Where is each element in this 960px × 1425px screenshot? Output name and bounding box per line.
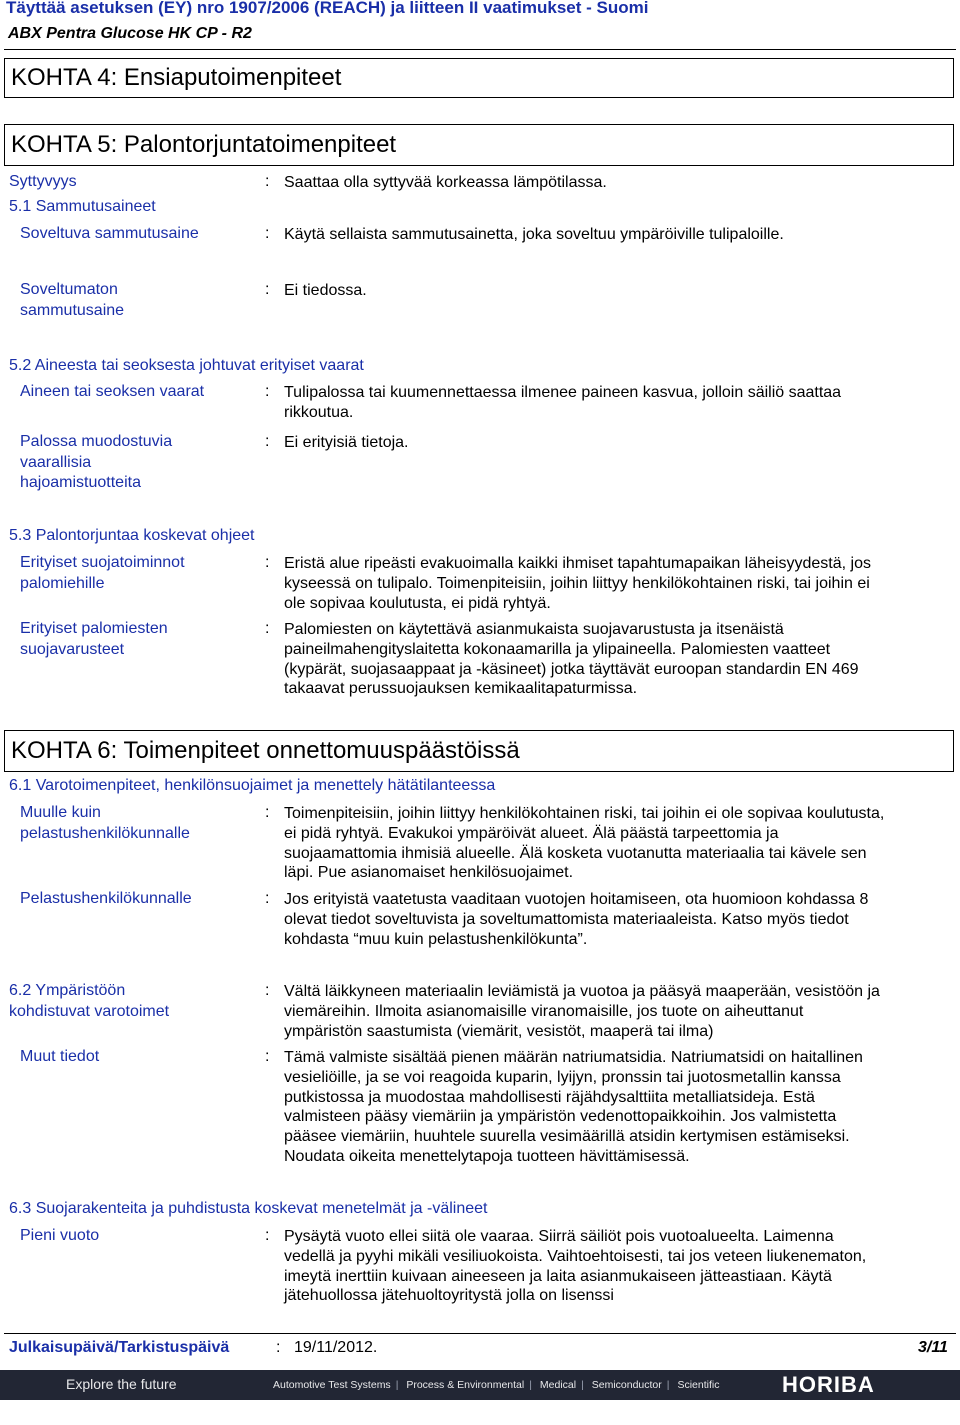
colon: : [265, 890, 270, 907]
value-line: Tämä valmiste sisältää pienen määrän natriumatsidia. Natriumatsidi on haitallinen [284, 1049, 863, 1066]
hazards-label: Aineen tai seoksen vaarat [20, 383, 205, 400]
label-line: kohdistuvat varotoimet [9, 1002, 170, 1020]
value-line: Palomiesten on käytettävä asianmukaista suojavarustusta ja itsenäistä [284, 621, 784, 638]
section-4-box [4, 58, 954, 98]
value-line: olevat tiedot soveltuvista ja soveltumattomista materiaaleista. Katso myös tiedot [284, 910, 849, 928]
label-line: Soveltumaton [20, 281, 118, 298]
colon: : [265, 225, 270, 242]
colon: : [265, 383, 270, 400]
colon: : [265, 1048, 270, 1065]
unsuitable-media-label [20, 280, 124, 321]
special-actions-value [284, 554, 949, 613]
value-line: (kypärät, suojasaappaat ja -käsineet) jotka täyttävät euroopan standardin EN 469 [284, 660, 859, 678]
value-line: Pysäytä vuoto ellei siitä ole vaaraa. Siirrä säiliöt pois vuotoalueelta. Laimenna [284, 1228, 834, 1245]
value-line: imeytä inerttiin kuivaan aineeseen ja laita asianmukaiseen jätteastiaan. Käytä [284, 1267, 832, 1285]
special-equipment-value [284, 620, 949, 699]
value-line: Tulipalossa tai kuumennettaessa ilmenee paineen kasvua, jolloin säiliö saattaa [284, 384, 842, 401]
document-header-title: Täyttää asetuksen (EY) nro 1907/2006 (REACH) ja liitteen II vaatimukset - Suomi [6, 0, 649, 17]
emergency-label: Pelastushenkilökunnalle [20, 890, 192, 907]
label-line: sammutusaine [20, 301, 125, 319]
value-line: viemäreihin. Ilmoita asianomaisille viranomaisille, jos tuote on aiheuttanut [284, 1002, 804, 1020]
product-name: ABX Pentra Glucose HK CP - R2 [8, 25, 252, 42]
colon: : [265, 554, 270, 571]
value-line: läpi. Pue asianomaiset henkilösuojaimet. [284, 864, 574, 882]
subsection-5-3: 5.3 Palontorjuntaa koskevat ohjeet [9, 527, 255, 544]
issue-date-value: 19/11/2012. [294, 1339, 378, 1356]
special-actions-label [20, 553, 185, 594]
value-line: Toimenpiteisiin, joihin liittyy henkilökohtainen riski, tai joihin ei ole sopivaa koulutusta, [284, 805, 885, 822]
colon: : [265, 1227, 270, 1244]
page-number: 3/11 [918, 1339, 948, 1356]
colon: : [265, 173, 270, 190]
section-6-title: KOHTA 6: Toimenpiteet onnettomuuspäästöissä [11, 737, 520, 764]
subsection-6-1: 6.1 Varotoimenpiteet, henkilönsuojaimet ja menettely hätätilanteessa [9, 777, 496, 794]
value-line: Vältä läikkyneen materiaalin leviämistä ja vuotoa ja pääsyä maaperään, vesistöön ja [284, 983, 880, 1000]
colon: : [276, 1339, 281, 1356]
label-line: palomiehille [20, 574, 105, 592]
section-4-title: KOHTA 4: Ensiaputoimenpiteet [11, 64, 342, 91]
value-line: Jos erityistä vaatetusta vaaditaan vuotojen hoitamiseen, ota huomioon kohdassa 8 [284, 891, 869, 908]
link-scientific[interactable]: Scientific [677, 1379, 720, 1391]
division-links: Automotive Test Systems | Process & Environmental | Medical | Semiconductor | Scientific [273, 1379, 720, 1391]
value-line: vedellä ja pyyhi mikäli vesiliuokoista. Vaihtoehtoisesti, tai jos veteen liukenematon, [284, 1247, 867, 1265]
environmental-value [284, 982, 949, 1041]
decomposition-label [20, 432, 172, 494]
label-line: Erityiset suojatoiminnot [20, 554, 185, 571]
label-line: suojavarusteet [20, 640, 125, 658]
link-process[interactable]: Process & Environmental [406, 1379, 525, 1391]
value-line: suojaamattomia ihmisiä alueelle. Älä kosketa vuotanutta materiaalia tai kävele sen [284, 844, 867, 862]
environmental-label [9, 981, 169, 1022]
horiba-logo: HORIBA [782, 1372, 875, 1397]
value-line: paineilmahengityslaitetta kokonaamarilla ja ylipaineella. Palomiesten vaatteet [284, 640, 831, 658]
colon: : [265, 433, 270, 450]
other-info-value [284, 1048, 949, 1167]
hazards-value [284, 383, 949, 423]
footer-divider [4, 1333, 956, 1334]
non-emergency-label [20, 803, 190, 844]
value-line: rikkoutua. [284, 403, 354, 421]
section-6-box [4, 730, 954, 772]
value-line: ei pidä ryhtyä. Evakukoi ympäröivät alueet. Älä päästä tarpeettomia ja [284, 824, 779, 842]
emergency-value [284, 890, 949, 949]
value-line: takaavat perussuojauksen kemikaalitapaturmissa. [284, 680, 638, 698]
value-line: ympäristön saastumista (viemärit, vesistöt, maaperä tai ilma) [284, 1022, 714, 1040]
value-line: Noudata oikeita menettelytapoja tuotteen hävittämisessä. [284, 1147, 690, 1165]
subsection-5-1: 5.1 Sammutusaineet [9, 198, 156, 215]
link-medical[interactable]: Medical [539, 1379, 577, 1391]
subsection-5-2: 5.2 Aineesta tai seoksesta johtuvat erityiset vaarat [9, 357, 364, 374]
small-spill-label: Pieni vuoto [20, 1227, 100, 1244]
value-line: ole sopivaa koulutusta, ei pidä ryhtyä. [284, 594, 551, 612]
link-semiconductor[interactable]: Semiconductor [591, 1379, 662, 1391]
section-5-title: KOHTA 5: Palontorjuntatoimenpiteet [11, 131, 397, 158]
link-automotive[interactable]: Automotive Test Systems [273, 1379, 391, 1391]
value-line: kyseessä on tulipalo. Toimenpiteisiin, joihin liittyy henkilökohtainen riski, tai joihin ei [284, 574, 870, 592]
suitable-media-value: Käytä sellaista sammutusainetta, joka soveltuu ympäröiville tulipaloille. [284, 226, 784, 243]
label-line: vaarallisia [20, 453, 92, 471]
suitable-media-label: Soveltuva sammutusaine [20, 225, 199, 242]
value-line: pääsee viemäriin, huuhtele suurella vesimäärillä atsidin kertymisen estämiseksi. [284, 1128, 850, 1146]
flammability-value: Saattaa olla syttyvää korkeassa lämpötilassa. [284, 174, 607, 191]
brand-footer-bar [0, 1370, 960, 1400]
tagline: Explore the future [66, 1376, 177, 1392]
flammability-label: Syttyvyys [9, 173, 77, 190]
section-5-box [4, 124, 954, 166]
decomposition-value: Ei erityisiä tietoja. [284, 434, 409, 451]
non-emergency-value [284, 804, 949, 883]
special-equipment-label [20, 619, 168, 660]
header-divider [4, 49, 956, 50]
small-spill-value [284, 1227, 949, 1306]
issue-date-label: Julkaisupäivä/Tarkistuspäivä [9, 1339, 230, 1356]
label-line: 6.2 Ympäristöön [9, 982, 126, 999]
unsuitable-media-value: Ei tiedossa. [284, 282, 367, 299]
value-line: valmisteen pääsy viemäriin ja ympäristön vedenottopaikkoihin. Jos valmistetta [284, 1108, 837, 1126]
label-line: hajoamistuotteita [20, 474, 141, 491]
colon: : [265, 281, 270, 298]
value-line: putkistossa ja muodostaa mahdollisesti räjähdysalttiita metalliatsideja. Estä [284, 1088, 815, 1106]
colon: : [265, 620, 270, 637]
label-line: Muulle kuin [20, 804, 101, 821]
value-line: kohdasta “muu kuin pelastushenkilökunta”. [284, 930, 588, 948]
colon: : [265, 804, 270, 821]
label-line: Palossa muodostuvia [20, 433, 173, 450]
other-info-label: Muut tiedot [20, 1048, 100, 1065]
value-line: Eristä alue ripeästi evakuoimalla kaikki ihmiset tapahtumapaikan läheisyydestä, jos [284, 555, 871, 572]
label-line: Erityiset palomiesten [20, 620, 168, 637]
colon: : [265, 982, 270, 999]
value-line: vesieliöille, ja se voi reagoida kuparin, lyijyn, pronssin tai juotosmetallin kanssa [284, 1068, 841, 1086]
value-line: jätehuollossa jätehuoltoyritystä jolla on lisenssi [284, 1287, 614, 1305]
subsection-6-3: 6.3 Suojarakenteita ja puhdistusta koskevat menetelmät ja -välineet [9, 1200, 488, 1217]
label-line: pelastushenkilökunnalle [20, 824, 190, 842]
